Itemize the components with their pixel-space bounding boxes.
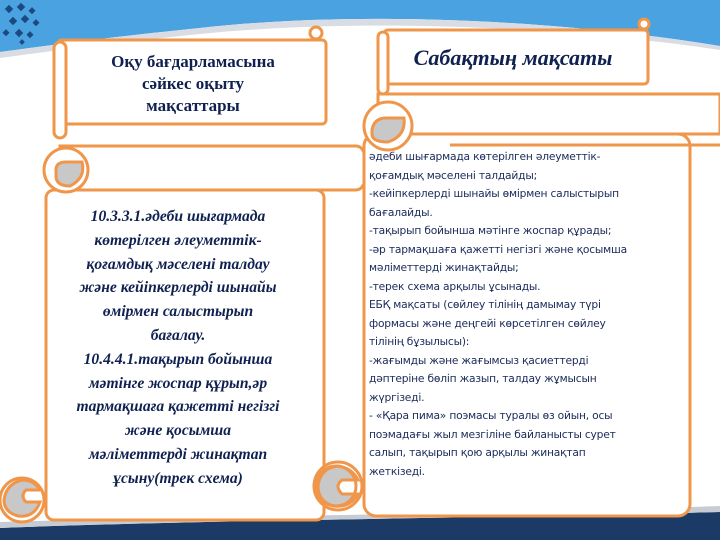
- goal-line: жеткізеді.: [369, 464, 425, 478]
- objective-line: бағалау.: [150, 326, 206, 344]
- right-header-title: Сабақтың мақсаты: [413, 45, 613, 70]
- objective-line: ұсыну(трек схема): [113, 469, 243, 487]
- goal-line: қоғамдық мәселені талдайды;: [369, 168, 537, 182]
- objective-line: тармақшаға қажетті негізгі: [76, 398, 280, 416]
- goal-line: -жағымды және жағымсыз қасиеттерді: [369, 353, 589, 367]
- objective-line: және кейіпкерлерді шынайы: [79, 279, 277, 297]
- objective-line: 10.3.3.1.әдеби шығармада: [90, 208, 266, 225]
- left-header-title: [62, 46, 324, 122]
- objective-line: өмірмен салыстырып: [102, 303, 254, 321]
- objective-line: мәтінге жоспар құрып,әр: [88, 374, 268, 392]
- left-header-line: Оқу бағдарламасына: [111, 52, 275, 71]
- objective-line: 10.4.4.1.тақырып бойынша: [83, 350, 273, 368]
- goal-line: мәліметтерді жинақтайды;: [369, 261, 519, 274]
- goal-line: - «Қара пима» поэмасы туралы өз ойын, осы: [369, 409, 613, 422]
- learning-objectives-text: [52, 205, 304, 491]
- goal-line: ЕБҚ мақсаты (сөйлеу тілінің дамымау түрі: [369, 298, 601, 311]
- goal-line: бағалайды.: [369, 205, 433, 219]
- goal-line: салып, тақырып қою арқылы жинақтап: [369, 446, 586, 459]
- goal-line: поэмадағы жыл мезгіліне байланысты сурет: [369, 427, 616, 441]
- goal-line: дәптеріне бөліп жазып, талдау жұмысын: [369, 372, 597, 385]
- goal-line: әдеби шығармада көтерілген әлеуметтік-: [369, 150, 601, 163]
- goal-line: -терек схема арқылы ұсынады.: [369, 279, 541, 293]
- goal-line: тілінің бұзылысы):: [369, 335, 470, 348]
- objective-line: мәліметтерді жинақтап: [88, 445, 268, 463]
- left-header-line: сәйкес оқыту: [141, 74, 244, 93]
- goal-line: -кейіпкерлерді шынайы өмірмен салыстырып: [369, 187, 619, 200]
- left-header-line: мақсаттары: [146, 96, 240, 115]
- lesson-goals-text: [369, 148, 687, 481]
- goal-line: -тақырып бойынша мәтінге жоспар құрады;: [369, 224, 612, 237]
- objective-line: және қосымша: [124, 422, 232, 440]
- objective-line: қоғамдық мәселені талдау: [86, 255, 270, 273]
- objective-line: көтерілген әлеуметтік-: [94, 231, 262, 249]
- goal-line: формасы және деңгейі көрсетілген сөйлеу: [369, 316, 606, 330]
- goal-line: жүргізеді.: [369, 390, 425, 404]
- goal-line: -әр тармақшаға қажетті негізгі және қосымша: [369, 242, 627, 256]
